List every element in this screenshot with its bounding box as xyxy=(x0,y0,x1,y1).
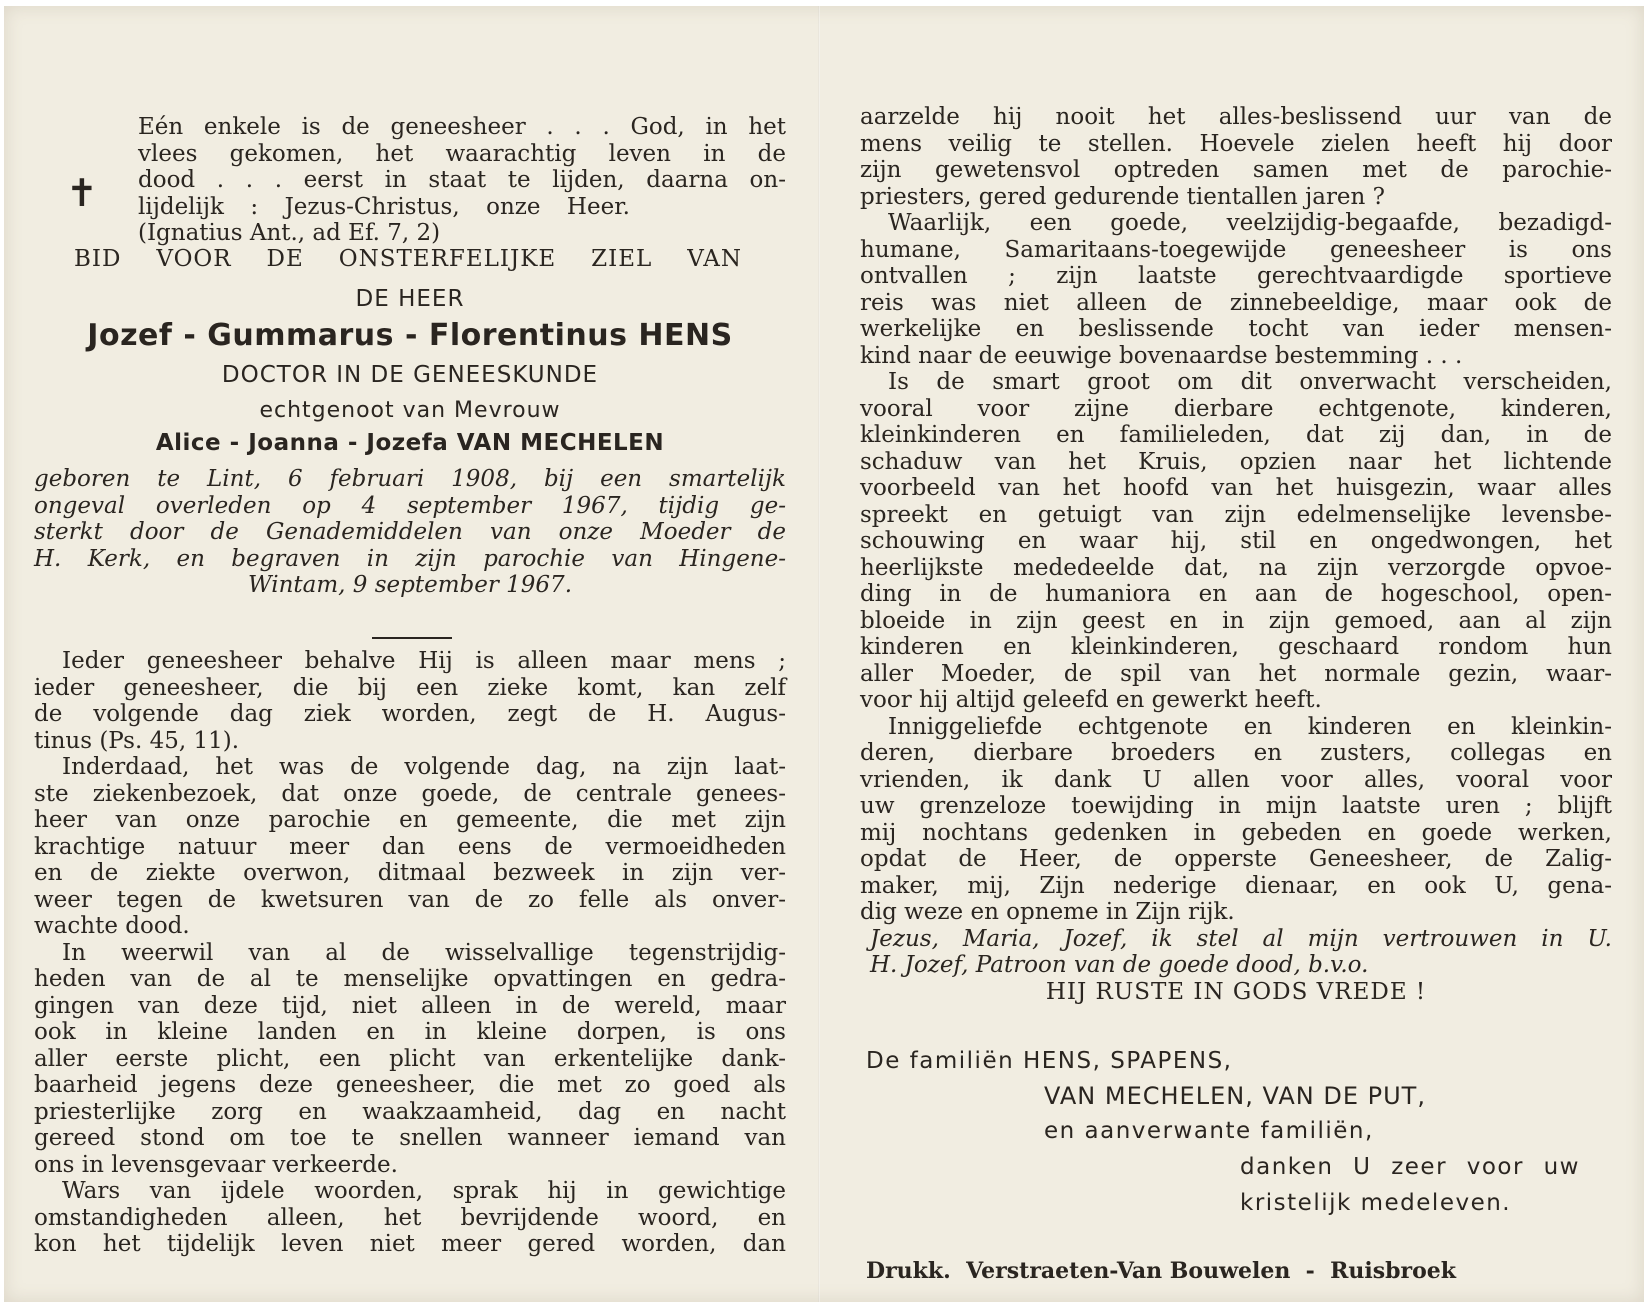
families-line-3: en aanverwante familiën, xyxy=(1044,1118,1374,1144)
body-line: weer tegen de kwetsuren van de zo felle als onver- xyxy=(34,886,786,913)
body-line: maker, mij, Zijn nederige dienaar, en ook U, gena- xyxy=(860,872,1612,899)
body-line: ieder geneesheer, die bij een zieke komt, kan zelf xyxy=(34,674,786,701)
body-line: aller Moeder, de spil van het normale gezin, waar- xyxy=(860,660,1612,687)
body-line: In weerwil van al de wisselvallige tegenstrijdig- xyxy=(62,939,786,966)
body-line: kleinkinderen en familieleden, dat zij dan, in de xyxy=(860,422,1612,448)
left-body-text xyxy=(34,648,786,1258)
body-line: Is de smart groot om dit onverwacht verscheiden, xyxy=(888,369,1612,395)
title-heading: DE HEER xyxy=(355,286,465,312)
body-line: mij nochtans gedenken in gebeden en goede werken, xyxy=(860,819,1612,846)
body-line: vrienden, ik dank U allen voor alles, vooral voor xyxy=(860,766,1612,793)
opening-quote xyxy=(138,114,786,247)
spouse-intro: echtgenoot van Mevrouw xyxy=(259,398,561,423)
body-line: vooral voor zijne dierbare echtgenote, kinderen, xyxy=(860,395,1612,422)
profession: DOCTOR IN DE GENEESKUNDE xyxy=(221,362,599,388)
detail-line: sterkt door de Genademiddelen van onze Moeder de xyxy=(34,519,786,545)
body-line: aller eerste plicht, een plicht van erkentelijke dank- xyxy=(34,1045,786,1072)
divider xyxy=(372,637,452,639)
deceased-name: Jozef - Gummarus - Florentinus HENS xyxy=(87,318,733,353)
body-line: Wars van ijdele woorden, sprak hij in gewichtige xyxy=(62,1178,786,1204)
body-line: en de ziekte overwon, ditmaal bezweek in zijn ver- xyxy=(34,860,786,886)
body-line: uw grenzeloze toewijding in mijn laatste uren ; blijft xyxy=(860,793,1612,819)
birth-death-details xyxy=(34,466,786,599)
body-line: werkelijke en beslissende tocht van ieder mensen- xyxy=(860,316,1612,342)
body-line: baarheid jegens deze geneesheer, die met zo goed als xyxy=(34,1072,786,1098)
body-line: schouwing en waar hij, stil en ongedwongen, het xyxy=(860,528,1612,554)
quote-line: Eén enkele is de geneesheer . . . God, in het xyxy=(138,114,786,140)
body-line: schaduw van het Kruis, opzien naar het lichtende xyxy=(860,448,1612,475)
body-line: mens veilig te stellen. Hoevele zielen heeft hij door xyxy=(860,130,1612,157)
body-line: gereed stond om toe te snellen wanneer iemand van xyxy=(34,1125,786,1151)
body-line: ontvallen ; zijn laatste gerechtvaardigde sportieve xyxy=(860,263,1612,289)
body-line: ons in levensgevaar verkeerde. xyxy=(34,1151,398,1178)
body-line: priesterlijke zorg en waakzaamheid, dag en nacht xyxy=(34,1098,786,1125)
detail-line: ongeval overleden op 4 september 1967, tijdig ge- xyxy=(34,492,786,519)
families-line-2: VAN MECHELEN, VAN DE PUT, xyxy=(1044,1082,1426,1110)
detail-line: Wintam, 9 september 1967. xyxy=(247,572,573,598)
body-line: Ieder geneesheer behalve Hij is alleen maar mens ; xyxy=(62,648,786,674)
right-body-text xyxy=(860,104,1612,1005)
body-line: kon het tijdelijk leven niet meer gered worden, dan xyxy=(34,1231,786,1257)
body-line: humane, Samaritaans-toegewijde geneesheer is ons xyxy=(860,236,1612,263)
body-line: gingen van deze tijd, niet alleen in de wereld, maar xyxy=(34,992,786,1019)
printer-credit: Drukk. Verstraeten-Van Bouwelen - Ruisbroek xyxy=(866,1258,1457,1284)
families-line-1: De familiën HENS, SPAPENS, xyxy=(866,1048,1233,1074)
body-line: omstandigheden alleen, het bevrijdende woord, en xyxy=(34,1204,786,1231)
body-line: tinus (Ps. 45, 11). xyxy=(34,727,240,754)
body-line: aarzelde hij nooit het alles-beslissend uur van de xyxy=(860,104,1612,130)
body-line: kinderen en kleinkinderen, geschaard rondom hun xyxy=(860,634,1612,660)
rest-in-peace: HIJ RUSTE IN GODS VREDE ! xyxy=(1045,978,1427,1005)
families-line-4: danken U zeer voor uw xyxy=(1240,1154,1580,1180)
body-line: Inderdaad, het was de volgende dag, na zijn laat- xyxy=(62,754,786,780)
body-line: voor hij altijd geleefd en gewerkt heeft. xyxy=(860,687,1322,713)
quote-line: dood . . . eerst in staat te lijden, daarna on- xyxy=(138,167,786,193)
body-line: opdat de Heer, de opperste Geneesheer, de Zalig- xyxy=(860,846,1612,872)
body-line: spreekt en getuigt van zijn edelmenselijke levensbe- xyxy=(860,501,1612,528)
card-fold xyxy=(818,6,820,1302)
body-line: Waarlijk, een goede, veelzijdig-begaafde, bezadigd- xyxy=(888,210,1612,236)
body-line: ook in kleine landen en in kleine dorpen, is ons xyxy=(34,1019,786,1045)
body-line: krachtige natuur meer dan eens de vermoeidheden xyxy=(34,833,786,860)
body-line: heer van onze parochie en gemeente, die met zijn xyxy=(34,807,786,833)
prayer-heading: BID VOOR DE ONSTERFELIJKE ZIEL VAN xyxy=(74,246,742,272)
quote-line: vlees gekomen, het waarachtig leven in de xyxy=(138,140,786,167)
prayer-line: Jezus, Maria, Jozef, ik stel al mijn vertrouwen in U. xyxy=(870,925,1612,952)
spouse-name: Alice - Joanna - Jozefa VAN MECHELEN xyxy=(155,430,665,456)
cross-icon: ✝ xyxy=(66,171,98,215)
body-line: deren, dierbare broeders en zusters, collegas en xyxy=(860,740,1612,766)
detail-line: geboren te Lint, 6 februari 1908, bij een smartelijk xyxy=(34,466,786,492)
body-line: dig weze en opneme in Zijn rijk. xyxy=(860,899,1235,925)
body-line: priesters, gered gedurende tientallen jaren ? xyxy=(860,183,1386,210)
prayer-line: H. Jozef, Patroon van de goede dood, b.v.o. xyxy=(870,952,1369,978)
body-line: heerlijkste mededeelde dat, na zijn verzorgde opvoe- xyxy=(860,554,1612,581)
body-line: Inniggeliefde echtgenote en kinderen en kleinkin- xyxy=(888,713,1612,740)
quote-source: (Ignatius Ant., ad Ef. 7, 2) xyxy=(138,220,441,246)
detail-line: H. Kerk, en begraven in zijn parochie van Hingene- xyxy=(34,545,786,572)
quote-line: lijdelijk : Jezus-Christus, onze Heer. xyxy=(138,193,630,220)
body-line: heden van de al te menselijke opvattingen en gedra- xyxy=(34,966,786,992)
body-line: de volgende dag ziek worden, zegt de H. Augus- xyxy=(34,701,786,727)
families-line-5: kristelijk medeleven. xyxy=(1240,1190,1512,1216)
body-line: ding in de humaniora en aan de hogeschool, open- xyxy=(860,581,1612,607)
body-line: voorbeeld van het hoofd van het huisgezin, waar alles xyxy=(860,475,1612,501)
memorial-card xyxy=(4,6,1644,1302)
body-line: ste ziekenbezoek, dat onze goede, de centrale genees- xyxy=(34,780,786,807)
body-line: reis was niet alleen de zinnebeeldige, maar ook de xyxy=(860,289,1612,316)
body-line: kind naar de eeuwige bovenaardse bestemming . . . xyxy=(860,342,1463,369)
body-line: wachte dood. xyxy=(34,913,190,939)
body-line: bloeide in zijn geest en in zijn gemoed, aan al zijn xyxy=(860,607,1612,634)
body-line: zijn gewetensvol optreden samen met de parochie- xyxy=(860,157,1612,183)
